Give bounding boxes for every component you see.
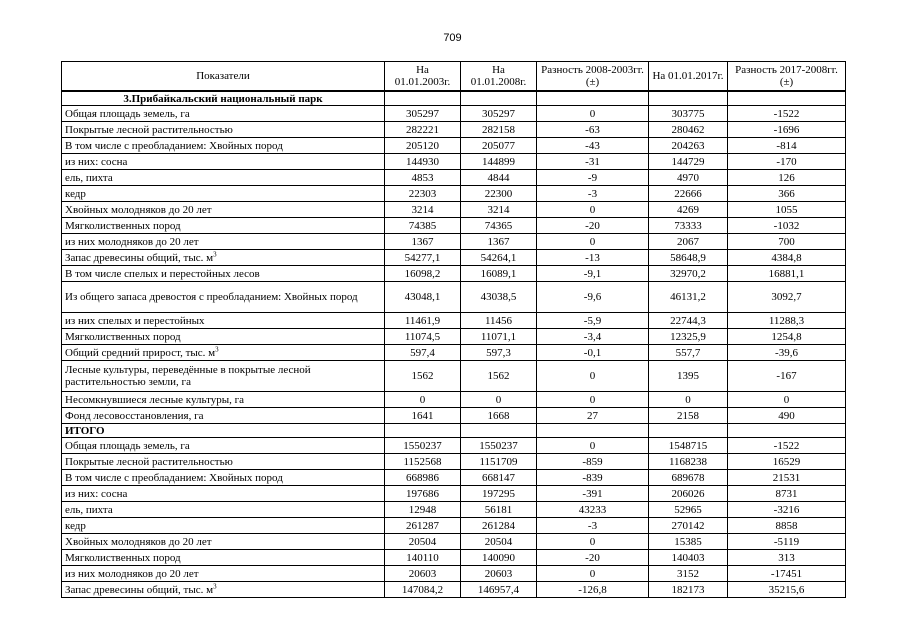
section-header-row [62, 424, 846, 438]
value-cell: 0 [728, 392, 846, 408]
value-cell: -43 [537, 138, 649, 154]
value-cell: 557,7 [649, 345, 728, 361]
row-label [62, 392, 385, 408]
table-row [62, 345, 846, 361]
header-diff-2008-2003: Разность 2008-2003гг. (±) [537, 62, 649, 92]
value-cell: -814 [728, 138, 846, 154]
section-empty-cell [728, 424, 846, 438]
row-label-text: Запас древесины общий, тыс. м [65, 583, 214, 596]
value-cell: 2067 [649, 234, 728, 250]
value-cell: 27 [537, 408, 649, 424]
value-cell: 1550237 [385, 438, 461, 454]
row-label [62, 266, 385, 282]
value-cell: 4970 [649, 170, 728, 186]
value-cell: 1668 [461, 408, 537, 424]
row-label [62, 106, 385, 122]
row-label-text: из них: сосна [65, 155, 128, 168]
value-cell: 12948 [385, 502, 461, 518]
value-cell: -839 [537, 470, 649, 486]
value-cell: 668147 [461, 470, 537, 486]
value-cell: 0 [537, 202, 649, 218]
table-row [62, 518, 846, 534]
value-cell: 20504 [461, 534, 537, 550]
table-row [62, 202, 846, 218]
value-cell: 16098,2 [385, 266, 461, 282]
value-cell: 0 [537, 106, 649, 122]
value-cell: 1641 [385, 408, 461, 424]
value-cell: 1550237 [461, 438, 537, 454]
value-cell: 11461,9 [385, 313, 461, 329]
table-row [62, 154, 846, 170]
table-row [62, 282, 846, 313]
row-label [62, 534, 385, 550]
value-cell: 52965 [649, 502, 728, 518]
value-cell: 32970,2 [649, 266, 728, 282]
section-title: 3.Прибайкальский национальный парк [62, 91, 385, 106]
row-label-text: Из общего запаса древостоя с преобладанием: Хвойных пород [65, 291, 358, 303]
value-cell: -170 [728, 154, 846, 170]
header-2003: На 01.01.2003г. [385, 62, 461, 92]
row-label-text: В том числе спелых и перестойных лесов [65, 267, 260, 280]
table-row [62, 170, 846, 186]
table-row [62, 534, 846, 550]
value-cell: 54277,1 [385, 250, 461, 266]
row-label-text: ель, пихта [65, 503, 113, 516]
value-cell: 0 [461, 392, 537, 408]
section-empty-cell [649, 91, 728, 106]
row-label [62, 282, 385, 313]
header-2017: На 01.01.2017г. [649, 62, 728, 92]
value-cell: 270142 [649, 518, 728, 534]
value-cell: 22300 [461, 186, 537, 202]
value-cell: 4844 [461, 170, 537, 186]
row-label [62, 218, 385, 234]
value-cell: 3092,7 [728, 282, 846, 313]
section-empty-cell [649, 424, 728, 438]
value-cell: -5,9 [537, 313, 649, 329]
value-cell: 15385 [649, 534, 728, 550]
value-cell: 197295 [461, 486, 537, 502]
row-label-text: из них: сосна [65, 487, 128, 500]
value-cell: 182173 [649, 582, 728, 598]
row-label [62, 408, 385, 424]
value-cell: 54264,1 [461, 250, 537, 266]
row-label [62, 202, 385, 218]
row-label-text: из них молодняков до 20 лет [65, 567, 199, 580]
row-label-text: ель, пихта [65, 171, 113, 184]
value-cell: 0 [537, 438, 649, 454]
value-cell: -1522 [728, 438, 846, 454]
table-row [62, 582, 846, 598]
row-label-text: кедр [65, 187, 86, 200]
table-row [62, 106, 846, 122]
value-cell: 261284 [461, 518, 537, 534]
row-label-text: В том числе с преобладанием: Хвойных пород [65, 471, 283, 484]
row-label [62, 470, 385, 486]
value-cell: -1522 [728, 106, 846, 122]
row-label [62, 186, 385, 202]
value-cell: 73333 [649, 218, 728, 234]
row-label-text: Общая площадь земель, га [65, 439, 190, 452]
value-cell: 11288,3 [728, 313, 846, 329]
table-row [62, 470, 846, 486]
value-cell: 0 [537, 361, 649, 392]
value-cell: 366 [728, 186, 846, 202]
value-cell: 1562 [385, 361, 461, 392]
section-empty-cell [537, 91, 649, 106]
value-cell: 58648,9 [649, 250, 728, 266]
value-cell: -17451 [728, 566, 846, 582]
value-cell: 16881,1 [728, 266, 846, 282]
value-cell: 147084,2 [385, 582, 461, 598]
value-cell: 11071,1 [461, 329, 537, 345]
value-cell: 597,4 [385, 345, 461, 361]
value-cell: 490 [728, 408, 846, 424]
row-label [62, 486, 385, 502]
row-label-text: Общая площадь земель, га [65, 107, 190, 120]
value-cell: 313 [728, 550, 846, 566]
table-row [62, 502, 846, 518]
value-cell: 1562 [461, 361, 537, 392]
value-cell: 206026 [649, 486, 728, 502]
value-cell: 140403 [649, 550, 728, 566]
value-cell: 21531 [728, 470, 846, 486]
table-row [62, 250, 846, 266]
row-label-text: кедр [65, 519, 86, 532]
value-cell: -9,1 [537, 266, 649, 282]
value-cell: 140110 [385, 550, 461, 566]
table-row [62, 438, 846, 454]
table-row [62, 266, 846, 282]
table-row [62, 550, 846, 566]
value-cell: 4384,8 [728, 250, 846, 266]
value-cell: 11456 [461, 313, 537, 329]
value-cell: -1032 [728, 218, 846, 234]
row-label [62, 582, 385, 598]
table-row [62, 313, 846, 329]
value-cell: 74365 [461, 218, 537, 234]
value-cell: 1395 [649, 361, 728, 392]
unit-superscript: 3 [213, 581, 217, 590]
row-label [62, 234, 385, 250]
value-cell: 3214 [385, 202, 461, 218]
value-cell: 144729 [649, 154, 728, 170]
value-cell: 8858 [728, 518, 846, 534]
value-cell: 126 [728, 170, 846, 186]
table-row [62, 138, 846, 154]
value-cell: -63 [537, 122, 649, 138]
value-cell: 1151709 [461, 454, 537, 470]
value-cell: 1254,8 [728, 329, 846, 345]
row-label-text: Запас древесины общий, тыс. м [65, 251, 214, 264]
row-label [62, 313, 385, 329]
value-cell: 20603 [385, 566, 461, 582]
value-cell: 1152568 [385, 454, 461, 470]
value-cell: 0 [537, 234, 649, 250]
table-row [62, 566, 846, 582]
row-label-text: Мягколиственных пород [65, 219, 181, 232]
value-cell: 0 [537, 566, 649, 582]
header-diff-2017-2008: Разность 2017-2008гг. (±) [728, 62, 846, 92]
value-cell: 20504 [385, 534, 461, 550]
value-cell: -9,6 [537, 282, 649, 313]
unit-superscript: 3 [215, 344, 219, 353]
value-cell: 1367 [461, 234, 537, 250]
value-cell: 1548715 [649, 438, 728, 454]
value-cell: 43233 [537, 502, 649, 518]
value-cell: 22303 [385, 186, 461, 202]
value-cell: 22744,3 [649, 313, 728, 329]
value-cell: 3214 [461, 202, 537, 218]
row-label-text: Несомкнувшиеся лесные культуры, га [65, 393, 245, 406]
value-cell: 205077 [461, 138, 537, 154]
value-cell: 16089,1 [461, 266, 537, 282]
row-label-text: Мягколиственных пород [65, 330, 181, 343]
value-cell: 303775 [649, 106, 728, 122]
row-label [62, 518, 385, 534]
row-label [62, 170, 385, 186]
value-cell: -9 [537, 170, 649, 186]
section-empty-cell [728, 91, 846, 106]
row-label-text: из них молодняков до 20 лет [65, 235, 199, 248]
row-label-text: Лесные культуры, переведённые в покрытые лесной растительностью земли, га [65, 364, 311, 388]
table-row [62, 122, 846, 138]
value-cell: -859 [537, 454, 649, 470]
table-row [62, 218, 846, 234]
value-cell: 1367 [385, 234, 461, 250]
table-row [62, 486, 846, 502]
value-cell: 1055 [728, 202, 846, 218]
row-label [62, 345, 385, 361]
value-cell: -13 [537, 250, 649, 266]
value-cell: 2158 [649, 408, 728, 424]
value-cell: 305297 [385, 106, 461, 122]
value-cell: 0 [649, 392, 728, 408]
row-label [62, 250, 385, 266]
value-cell: 144899 [461, 154, 537, 170]
value-cell: 261287 [385, 518, 461, 534]
value-cell: 12325,9 [649, 329, 728, 345]
section-empty-cell [461, 424, 537, 438]
value-cell: 700 [728, 234, 846, 250]
row-label-text: Хвойных молодняков до 20 лет [65, 535, 212, 548]
value-cell: 689678 [649, 470, 728, 486]
value-cell: -0,1 [537, 345, 649, 361]
value-cell: 305297 [461, 106, 537, 122]
value-cell: -31 [537, 154, 649, 170]
row-label [62, 566, 385, 582]
row-label [62, 138, 385, 154]
table-header-row [62, 62, 846, 92]
row-label [62, 329, 385, 345]
value-cell: -20 [537, 550, 649, 566]
value-cell: -1696 [728, 122, 846, 138]
value-cell: -3216 [728, 502, 846, 518]
value-cell: 1168238 [649, 454, 728, 470]
table-row [62, 392, 846, 408]
value-cell: -391 [537, 486, 649, 502]
value-cell: 146957,4 [461, 582, 537, 598]
value-cell: 0 [537, 392, 649, 408]
value-cell: -3 [537, 186, 649, 202]
value-cell: 4269 [649, 202, 728, 218]
page-number: 709 [443, 32, 462, 44]
value-cell: 74385 [385, 218, 461, 234]
value-cell: 8731 [728, 486, 846, 502]
value-cell: 597,3 [461, 345, 537, 361]
value-cell: 56181 [461, 502, 537, 518]
header-2008: На 01.01.2008г. [461, 62, 537, 92]
value-cell: -167 [728, 361, 846, 392]
row-label [62, 502, 385, 518]
unit-superscript: 3 [213, 249, 217, 258]
value-cell: 140090 [461, 550, 537, 566]
row-label [62, 454, 385, 470]
value-cell: 16529 [728, 454, 846, 470]
section-empty-cell [461, 91, 537, 106]
table-row [62, 329, 846, 345]
value-cell: 43038,5 [461, 282, 537, 313]
value-cell: 280462 [649, 122, 728, 138]
row-label-text: В том числе с преобладанием: Хвойных пород [65, 139, 283, 152]
row-label-text: Хвойных молодняков до 20 лет [65, 203, 212, 216]
value-cell: 0 [385, 392, 461, 408]
value-cell: 43048,1 [385, 282, 461, 313]
table-row [62, 454, 846, 470]
value-cell: -5119 [728, 534, 846, 550]
value-cell: 4853 [385, 170, 461, 186]
table-row [62, 186, 846, 202]
value-cell: 668986 [385, 470, 461, 486]
section-header-row [62, 91, 846, 106]
row-label [62, 438, 385, 454]
value-cell: 205120 [385, 138, 461, 154]
value-cell: 46131,2 [649, 282, 728, 313]
row-label-text: из них спелых и перестойных [65, 314, 205, 327]
row-label [62, 550, 385, 566]
row-label [62, 122, 385, 138]
row-label-text: Мягколиственных пород [65, 551, 181, 564]
table-body [62, 91, 846, 598]
value-cell: 0 [537, 534, 649, 550]
header-indicators: Показатели [62, 62, 385, 92]
value-cell: 204263 [649, 138, 728, 154]
section-title: ИТОГО [62, 424, 385, 438]
section-empty-cell [385, 91, 461, 106]
section-empty-cell [385, 424, 461, 438]
value-cell: 11074,5 [385, 329, 461, 345]
table-row [62, 234, 846, 250]
value-cell: 282158 [461, 122, 537, 138]
section-empty-cell [537, 424, 649, 438]
value-cell: -39,6 [728, 345, 846, 361]
value-cell: 22666 [649, 186, 728, 202]
value-cell: 35215,6 [728, 582, 846, 598]
row-label [62, 154, 385, 170]
row-label [62, 361, 385, 392]
value-cell: 197686 [385, 486, 461, 502]
row-label-text: Фонд лесовосстановления, га [65, 409, 204, 422]
value-cell: 282221 [385, 122, 461, 138]
value-cell: -20 [537, 218, 649, 234]
value-cell: 3152 [649, 566, 728, 582]
value-cell: 144930 [385, 154, 461, 170]
row-label-text: Покрытые лесной растительностью [65, 455, 233, 468]
value-cell: 20603 [461, 566, 537, 582]
value-cell: -126,8 [537, 582, 649, 598]
value-cell: -3 [537, 518, 649, 534]
row-label-text: Общий средний прирост, тыс. м [65, 346, 216, 359]
row-label-text: Покрытые лесной растительностью [65, 123, 233, 136]
value-cell: -3,4 [537, 329, 649, 345]
forest-statistics-table [61, 61, 846, 598]
table-row [62, 408, 846, 424]
table-row [62, 361, 846, 392]
